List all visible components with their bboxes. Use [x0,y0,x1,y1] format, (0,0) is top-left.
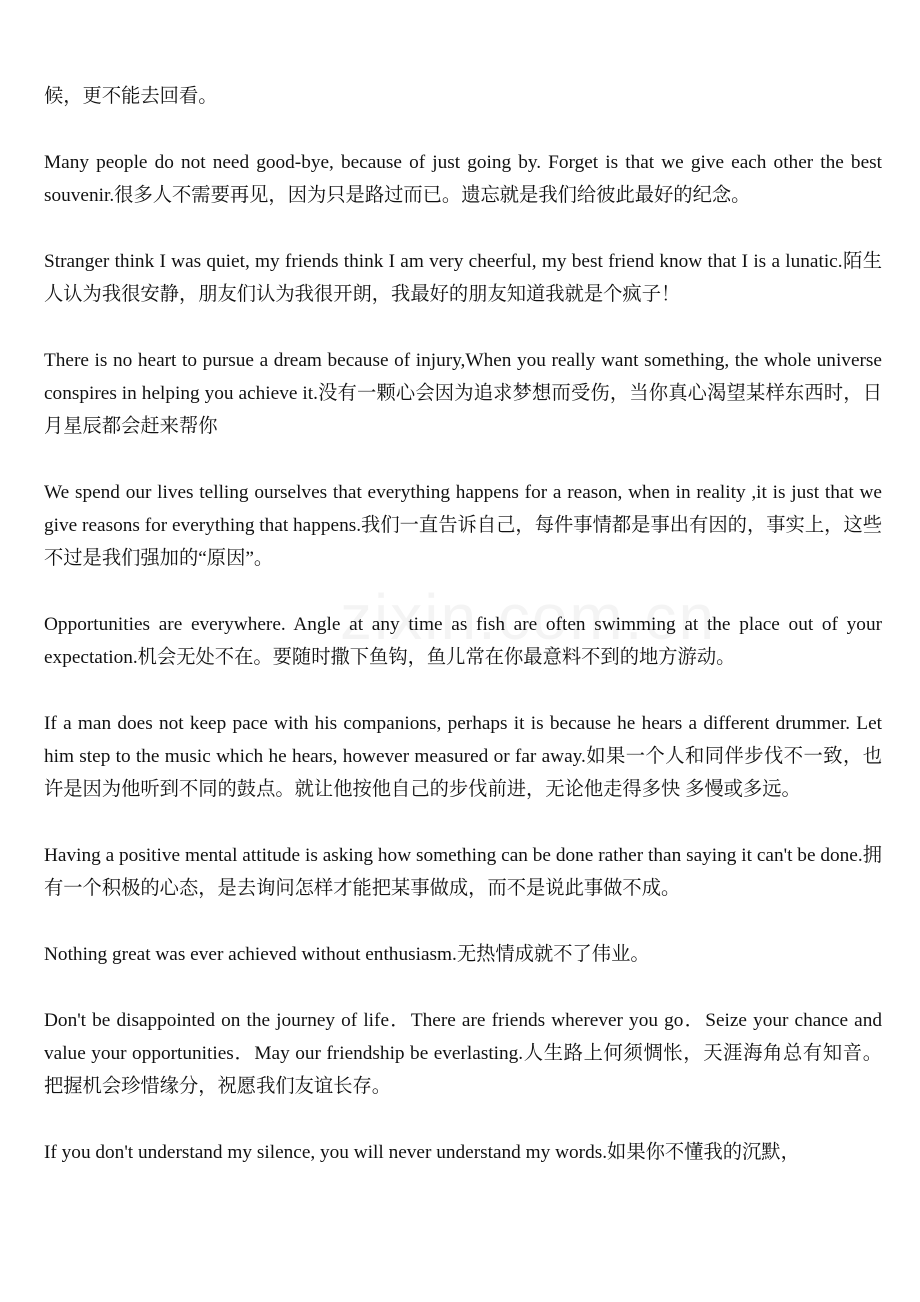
paragraph-2: Many people do not need good-bye, because of just going by. Forget is that we give each other the best souvenir.很多人不需要再见，因为只是路过而已。遗忘就是我们给彼此最好的纪念。 [44,152,882,206]
paragraph-6: Opportunities are everywhere. Angle at any time as fish are often swimming at the place out of your expectation.机会无处不在。要随时撒下鱼钩，鱼儿常在你最意料不到的地方游动。 [44,614,882,668]
paragraph-8: Having a positive mental attitude is asking how something can be done rather than saying it can't be done.拥有一个积极的心态，是去询问怎样才能把某事做成，而不是说此事做不成。 [44,845,882,899]
paragraph-9: Nothing great was ever achieved without enthusiasm.无热情成就不了伟业。 [44,944,650,965]
paragraph-11: If you don't understand my silence, you will never understand my words.如果你不懂我的沉默， [44,1142,800,1163]
paragraph-4: There is no heart to pursue a dream because of injury,When you really want something, the whole universe conspires in helping you achieve it.没有一颗心会因为追求梦想而受伤，当你真心渴望某样东西时，日月星辰都会赶来帮你 [44,350,882,437]
paragraph-1: 候，更不能去回看。 [44,86,218,107]
paragraph-7: If a man does not keep pace with his companions, perhaps it is because he hears a different drummer. Let him step to the music which he hears, however measured or far away.如果一个人和同伴步伐不一致，也许是因为他听到不同的鼓点。就让他按他自己的步伐前进，无论他走得多快 多慢或多远。 [44,713,882,800]
paragraph-5: We spend our lives telling ourselves that everything happens for a reason, when in reality ,it is just that we give reasons for everything that happens.我们一直告诉自己，每件事情都是事出有因的，事实上，这些不过是我们强加的“原因”。 [44,482,882,569]
paragraph-3: Stranger think I was quiet, my friends think I am very cheerful, my best friend know that I is a lunatic.陌生人认为我很安静，朋友们认为我很开朗，我最好的朋友知道我就是个疯子！ [44,251,882,305]
paragraph-10: Don't be disappointed on the journey of life．There are friends wherever you go．Seize your chance and value your opportunities．May our friendship be everlasting.人生路上何须惆怅，天涯海角总有知音。把握机会珍惜缘分，祝愿我们友谊长存。 [44,1010,882,1097]
